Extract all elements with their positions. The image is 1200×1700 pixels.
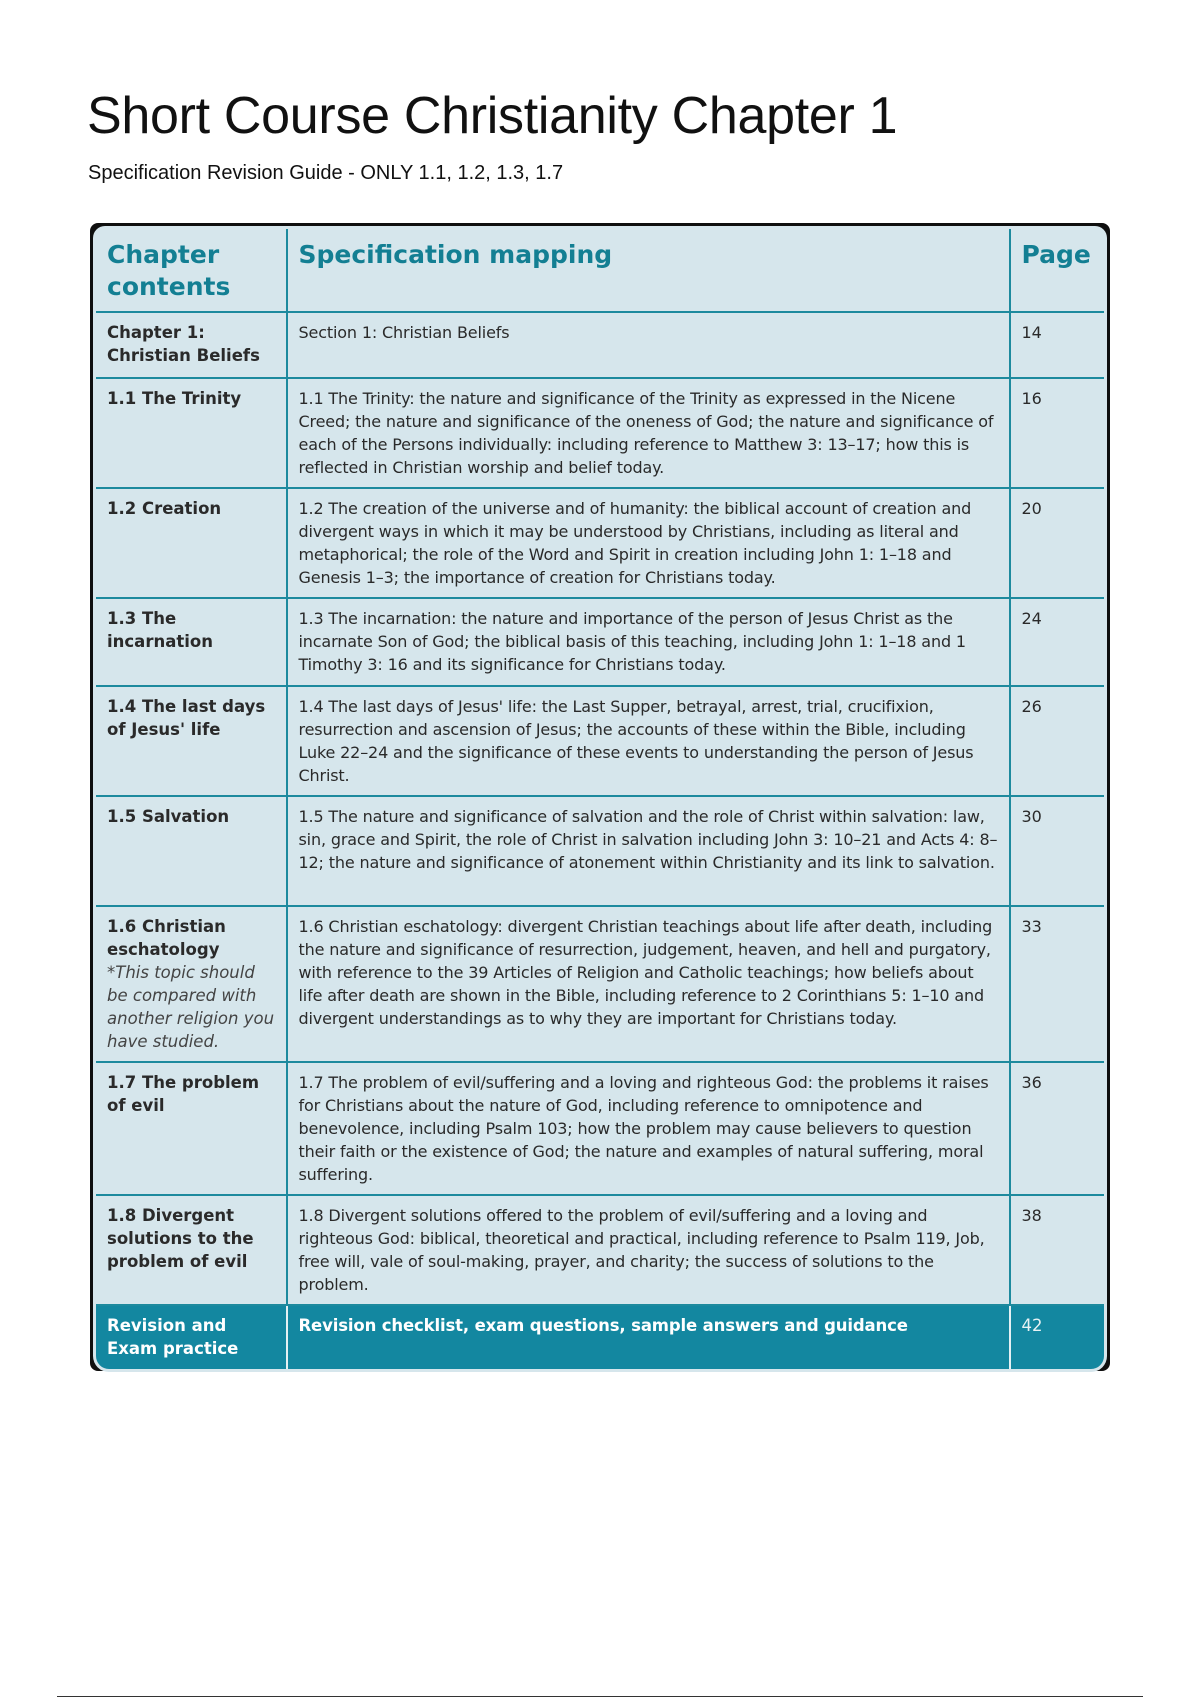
table-header-row [95,228,1106,312]
page-number-cell: 30 [1010,796,1106,906]
footer-mapping-cell: Revision checklist, exam questions, sample answers and guidance [287,1305,1010,1371]
chapter-cell: 1.3 The incarnation [95,598,287,686]
page-number-cell: 24 [1010,598,1106,686]
table-row [95,906,1106,1062]
table-row [95,312,1106,378]
bottom-divider [57,1696,1143,1697]
table-row [95,686,1106,796]
chapter-cell: 1.8 Divergent solutions to the problem of evil [95,1195,287,1305]
chapter-cell: 1.2 Creation [95,488,287,598]
footer-chapter-cell: Revision and Exam practice [95,1305,287,1371]
footer-page-number-cell: 42 [1010,1305,1106,1371]
table-footer-row [95,1305,1106,1371]
mapping-cell: 1.2 The creation of the universe and of humanity: the biblical account of creation and divergent ways in which it may be understood by Christians, including as literal and metaphorical; the role of the Word and Spirit in creation including John 1: 1–18 and Genesis 1–3; the importance of creation for Christians today. [287,488,1010,598]
chapter-cell: 1.4 The last days of Jesus' life [95,686,287,796]
mapping-cell: 1.7 The problem of evil/suffering and a loving and righteous God: the problems it raises for Christians about the nature of God, including reference to omnipotence and benevolence, including Psalm 103; how the problem may cause believers to question their faith or the existence of God; the nature and examples of natural suffering, moral suffering. [287,1062,1010,1195]
page-number-cell: 14 [1010,312,1106,378]
specification-table [93,226,1107,1372]
page-number-cell: 26 [1010,686,1106,796]
chapter-note: *This topic should be compared with another religion you have studied. [107,962,275,1051]
chapter-cell: 1.7 The problem of evil [95,1062,287,1195]
chapter-cell [95,906,287,1062]
mapping-cell: 1.3 The incarnation: the nature and importance of the person of Jesus Christ as the incarnate Son of God; the biblical basis of this teaching, including John 1: 1–18 and 1 Timothy 3: 16 and its significance for Christians today. [287,598,1010,686]
table-row [95,796,1106,906]
table-row [95,598,1106,686]
specification-table-frame [90,223,1110,1371]
page-number-cell: 36 [1010,1062,1106,1195]
mapping-cell: 1.6 Christian eschatology: divergent Christian teachings about life after death, including the nature and significance of resurrection, judgement, heaven, and hell and purgatory, with reference to the 39 Articles of Religion and Catholic teachings; how beliefs about life after death are shown in the Bible, including reference to 2 Corinthians 5: 1–10 and divergent understandings as to why they are important for Christians today. [287,906,1010,1062]
page-subtitle: Specification Revision Guide - ONLY 1.1, 1.2, 1.3, 1.7 [88,162,564,184]
chapter-cell: 1.5 Salvation [95,796,287,906]
chapter-cell: Chapter 1: Christian Beliefs [95,312,287,378]
page-number-cell: 16 [1010,378,1106,488]
table-row [95,1062,1106,1195]
chapter-title: 1.6 Christian eschatology [107,916,226,959]
mapping-cell: Section 1: Christian Beliefs [287,312,1010,378]
mapping-cell: 1.5 The nature and significance of salvation and the role of Christ within salvation: law, sin, grace and Spirit, the role of Christ in salvation including John 3: 10–21 and Acts 4: 8–12; the nature and significance of atonement within Christianity and its link to salvation. [287,796,1010,906]
chapter-cell: 1.1 The Trinity [95,378,287,488]
page-number-cell: 38 [1010,1195,1106,1305]
header-chapter-contents: Chapter contents [95,228,287,312]
mapping-cell: 1.4 The last days of Jesus' life: the Last Supper, betrayal, arrest, trial, crucifixion, resurrection and ascension of Jesus; the accounts of these within the Bible, including Luke 22–24 and the significance of these events to understanding the person of Jesus Christ. [287,686,1010,796]
header-page: Page [1010,228,1106,312]
mapping-cell: 1.8 Divergent solutions offered to the problem of evil/suffering and a loving and righteous God: biblical, theoretical and practical, including reference to Psalm 119, Job, free will, vale of soul-making, prayer, and charity; the success of solutions to the problem. [287,1195,1010,1305]
page-number-cell: 20 [1010,488,1106,598]
page-title: Short Course Christianity Chapter 1 [87,87,898,145]
table-row [95,378,1106,488]
mapping-cell: 1.1 The Trinity: the nature and significance of the Trinity as expressed in the Nicene Creed; the nature and significance of the oneness of God; the nature and significance of each of the Persons individually: including reference to Matthew 3: 13–17; how this is reflected in Christian worship and belief today. [287,378,1010,488]
table-row [95,1195,1106,1305]
table-row [95,488,1106,598]
header-specification-mapping: Specification mapping [287,228,1010,312]
page-number-cell: 33 [1010,906,1106,1062]
